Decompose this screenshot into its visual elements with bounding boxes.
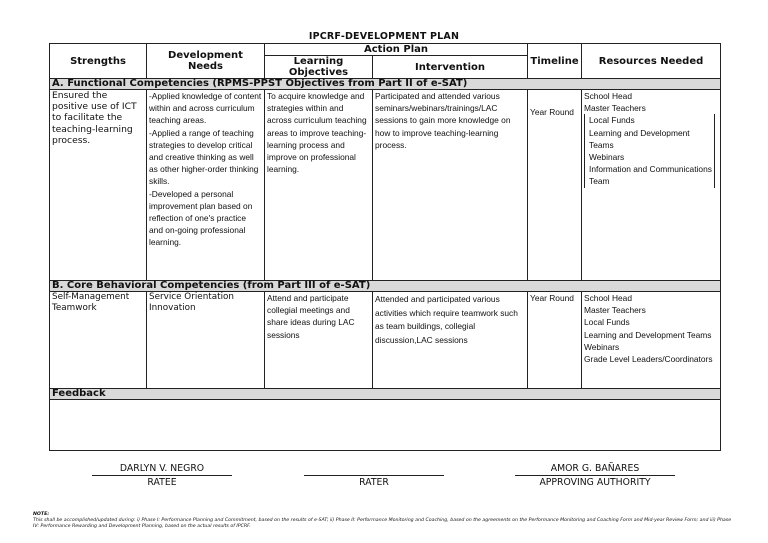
resource-item: Master Teachers: [584, 305, 646, 316]
dev-need-item: -Applied knowledge of content within and across curriculum teaching areas.: [149, 91, 262, 126]
approver-label: APPROVING AUTHORITY: [515, 475, 675, 488]
section-b-learning-objectives: Attend and participate collegial meetings and share ideas during LAC sessions: [265, 292, 373, 389]
resource-item: Grade Level Leaders/Coordinators: [584, 354, 713, 365]
section-a-content-row: [50, 90, 721, 281]
strength-item: Self-Management: [52, 292, 130, 302]
note-text: This shall be accomplished/updated during: i) Phase I: Performance Planning and Commitment, based on the results of e-SAT; ii) Phase II: Performance Monitoring and Coaching, based on the agreements on the Performance Monitoring and Coaching Form and Mid-year Review Form; and iii) Phase IV: Performance Rewarding and Development Planning, based on the actual results of IPCRF.: [33, 518, 732, 529]
resource-item: Master Teachers: [584, 103, 646, 114]
section-a-row: [50, 79, 721, 90]
ratee-name: DARLYN V. NEGRO: [119, 463, 205, 474]
development-plan-table: [49, 43, 721, 451]
section-a-development-needs: [147, 90, 265, 281]
rater-label: RATER: [304, 475, 444, 488]
resource-item: Local Funds: [584, 317, 630, 328]
header-learning-objectives: Learning Objectives: [265, 56, 373, 79]
section-b-content-row: [50, 292, 721, 389]
feedback-row: [50, 389, 721, 400]
section-b-row: [50, 281, 721, 292]
section-a-resources: [582, 90, 721, 281]
strength-item: Teamwork: [52, 303, 97, 314]
ratee-label: RATEE: [92, 475, 232, 488]
dev-need-item: -Developed a personal improvement plan based on reflection of one's practice and on-going professional learning.: [149, 188, 253, 248]
header-row-1: [50, 44, 721, 56]
header-intervention: Intervention: [373, 56, 528, 79]
rater-signature: [304, 463, 444, 488]
header-resources-needed: Resources Needed: [582, 44, 721, 79]
feedback-content-row: [50, 400, 721, 451]
header-strengths: Strengths: [50, 44, 147, 79]
resource-item: Information and Communications Team: [589, 164, 712, 187]
feedback-content[interactable]: [50, 400, 721, 451]
note-label: NOTE:: [33, 512, 50, 517]
section-a-strengths: Ensured the positive use of ICT to facilitate the teaching-learning process.: [50, 90, 147, 281]
resource-item: Local Funds: [589, 115, 635, 126]
page-title: IPCRF-DEVELOPMENT PLAN: [308, 31, 460, 42]
section-b-strengths: [50, 292, 147, 389]
section-a-heading: A. Functional Competencies (RPMS-PPST Objectives from Part II of e-SAT): [50, 79, 721, 90]
dev-need-item: Innovation: [149, 303, 196, 314]
header-timeline: Timeline: [528, 44, 582, 79]
resources-indented-group: [584, 114, 715, 187]
resource-item: Learning and Development Teams: [589, 127, 690, 150]
section-b-development-needs: [147, 292, 265, 389]
resource-item: Webinars: [589, 152, 625, 163]
section-a-timeline: Year Round: [528, 90, 582, 281]
resource-item: Learning and Development Teams: [584, 329, 712, 340]
rater-name: [304, 463, 444, 475]
header-development-needs: Development Needs: [147, 44, 265, 79]
section-b-resources: [582, 292, 721, 389]
section-a-learning-objectives: To acquire knowledge and strategies within and across curriculum teaching areas to improve teaching-learning process and improve on professional learning.: [265, 90, 373, 281]
feedback-heading: Feedback: [50, 389, 721, 400]
section-a-intervention: Participated and attended various seminars/webinars/trainings/LAC sessions to gain more knowledge on how to improve teaching-learning process.: [373, 90, 528, 281]
approver-name: AMOR G. BAÑARES: [550, 463, 640, 474]
section-b-heading: B. Core Behavioral Competencies (from Part III of e-SAT): [50, 281, 721, 292]
section-b-intervention: Attended and participated various activities which require teamwork such as team buildings, collegial discussion,LAC sessions: [373, 292, 528, 389]
section-b-timeline: Year Round: [528, 292, 582, 389]
ratee-signature: [92, 463, 232, 488]
resource-item: Webinars: [584, 341, 620, 352]
approver-signature: [515, 463, 675, 488]
dev-need-item: Service Orientation: [149, 292, 234, 302]
resource-item: School Head: [584, 91, 632, 101]
resource-item: School Head: [584, 293, 632, 303]
dev-need-item: -Applied a range of teaching strategies to develop critical and creative thinking as well as other higher-order thinking skills.: [149, 127, 259, 187]
footnote: [33, 512, 733, 530]
header-action-plan: Action Plan: [265, 44, 528, 56]
